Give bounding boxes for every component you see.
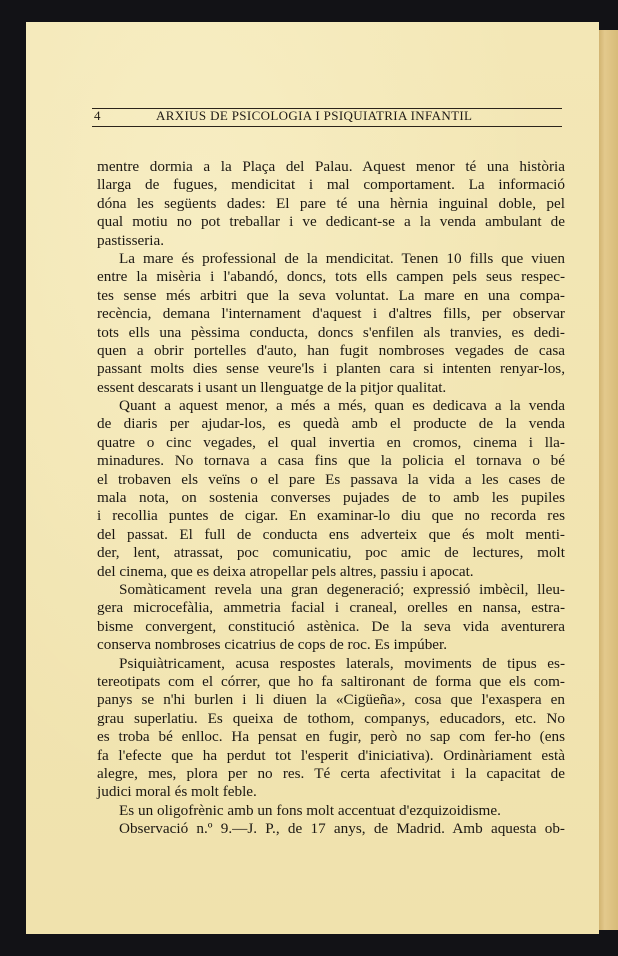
text-line: i recollia puntes de cigar. En examinar-lo diu que no recorda res [97,507,565,525]
text-line: recència, demana l'internament d'aquest i d'altres fills, per observar [97,305,565,323]
text-line: conserva nombroses cicatrius de cops de roc. Es impúber. [97,636,448,654]
text-line: der, lent, atrassat, poc comunicatiu, poc amic de lectures, molt [97,544,565,562]
text-line: es troba bé enlloc. Ha pensat en fugir, però no sap com fer-ho (ens [97,728,565,746]
text-line: judici moral és molt feble. [97,783,257,801]
text-line: del passat. El full de conducta ens adverteix que és molt menti- [97,525,565,543]
text-line: quatre o cinc vegades, el qual invertia en cromos, cinema i lla- [97,433,565,451]
text-line: pastisseria. [97,231,165,249]
running-header [92,104,562,134]
text-line: essent descarats i usant un llenguatge de la pitjor qualitat. [97,378,447,396]
page-number: 4 [94,108,101,123]
text-line: passant molts dies sense veure'ls i planten cara si intenten renyar-los, [97,360,565,378]
text-line: Quant a aquest menor, a més a més, quan es dedicava a la venda [119,397,565,415]
text-line: de diaris per ajudar-los, es quedà amb el producte de la venda [97,415,565,433]
text-line: tots ells una pèssima conducta, doncs s'enfilen als tranvies, es dedi- [97,323,565,341]
next-page-edge [596,30,618,930]
text-line: mentre dormia a la Plaça del Palau. Aquest menor té una història [97,158,565,175]
text-line: del cinema, que es deixa atropellar pels altres, passiu i apocat. [97,562,474,580]
text-line: Observació n.º 9.—J. P., de 17 anys, de Madrid. Amb aquesta ob- [119,820,565,838]
running-title: ARXIUS DE PSICOLOGIA I PSIQUIATRIA INFANTIL [156,108,473,123]
text-line: tes sense més arbitri que la seva voluntat. La mare en una compa- [97,286,565,304]
text-line: tereotipats com el córrer, que ho fa saltironant de forma que els com- [97,672,565,690]
text-line: entre la misèria i l'abandó, doncs, tots ells campen pels seus respec- [97,268,565,286]
text-line: grau superlatiu. Es queixa de tothom, companys, educadors, etc. No [97,709,565,727]
text-line: quen a obrir portelles d'auto, han fugit nombroses vegades de casa [97,341,565,359]
text-line: bisme convergent, constitució astènica. De la seva vida aventurera [97,617,565,635]
text-line: dóna les següents dades: El pare té una hèrnia inguinal doble, pel [97,194,565,212]
text-line: mala nota, on sostenia converses pujades de to amb les pupiles [97,489,565,507]
text-line: Es un oligofrènic amb un fons molt accentuat d'ezquizoidisme. [119,801,501,819]
header-rule-bottom [92,126,562,127]
text-line: fa l'efecte que ha perdut tot l'esperit d'iniciativa). Ordinàriament està [97,746,565,764]
body-text [97,158,565,838]
text-line: Somàticament revela una gran degeneració; expressió imbècil, lleu- [119,580,565,598]
text-line: qual motiu no pot treballar i ve dedicant-se a la venda ambulant de [97,213,565,231]
text-line: panys se n'hi burlen i li diuen la «Cigüeña», cosa que l'exaspera en [97,691,565,709]
text-line: gera microcefàlia, ammetria facial i craneal, orelles en nansa, estra- [97,599,565,617]
text-line: llarga de fugues, mendicitat i mal comportament. La informació [97,176,565,194]
text-line: el trobaven els veïns o el pare Es passava la vida a les cases de [97,470,565,488]
text-line: minadures. No tornava a casa fins que la policia el tornava o bé [97,452,565,470]
text-line: La mare és professional de la mendicitat. Tenen 10 fills que viuen [119,249,565,267]
text-line: alegre, mes, plora per no res. Té certa afectivitat i la capacitat de [97,764,565,782]
text-line: Psiquiàtricament, acusa respostes laterals, moviments de tipus es- [119,654,565,672]
